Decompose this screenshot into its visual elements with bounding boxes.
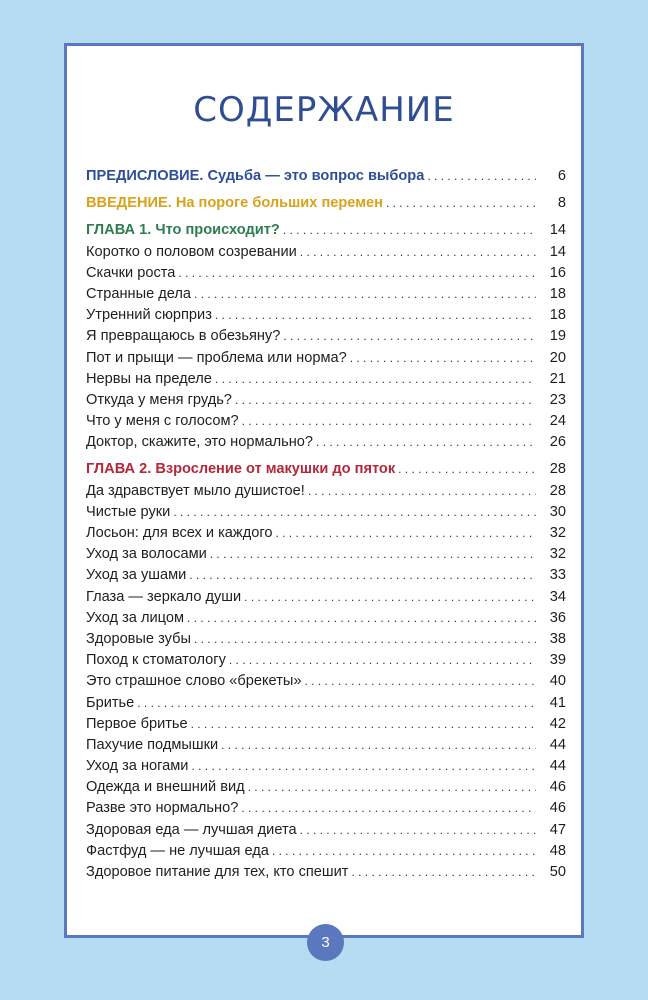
toc-entry-page: 38 — [549, 630, 566, 647]
toc-entry-page: 14 — [549, 243, 566, 260]
toc-entry-label: Чистые руки — [86, 503, 171, 520]
toc-section-heading — [86, 193, 566, 214]
toc-entry — [86, 629, 566, 650]
toc-entry — [86, 777, 566, 798]
toc-entry — [86, 305, 566, 326]
toc-entry-label: Утренний сюрприз — [86, 307, 212, 324]
toc-entry-page: 33 — [549, 567, 566, 584]
page-number-badge: 3 — [307, 924, 344, 961]
toc-entry — [86, 242, 566, 263]
toc-entry — [86, 502, 566, 523]
toc-entry-page: 47 — [549, 821, 566, 838]
toc-entry — [86, 798, 566, 819]
dot-leader — [215, 369, 536, 390]
toc-entry-page: 41 — [549, 694, 566, 711]
dot-leader — [187, 608, 536, 629]
dot-leader — [351, 862, 536, 883]
toc-entry — [86, 411, 566, 432]
toc-entry-label: ГЛАВА 1. Что происходит? — [86, 222, 280, 239]
toc-entry-page: 26 — [549, 434, 566, 451]
toc-entry — [86, 608, 566, 629]
toc-entry-page: 48 — [549, 842, 566, 859]
toc-entry-label: Поход к стоматологу — [86, 652, 226, 669]
toc-entry — [86, 862, 566, 883]
toc-entry-label: Уход за ушами — [86, 567, 187, 584]
toc-entry-page: 40 — [549, 673, 566, 690]
toc-entry — [86, 326, 566, 347]
toc-entry-label: Коротко о половом созревании — [86, 243, 297, 260]
toc-entry-page: 23 — [549, 391, 566, 408]
dot-leader — [235, 390, 536, 411]
toc-entry-label: Здоровое питание для тех, кто спешит — [86, 864, 349, 880]
toc-entry — [86, 820, 566, 841]
toc-entry-page: 44 — [549, 736, 566, 753]
toc-entry-label: ВВЕДЕНИЕ. На пороге больших перемен — [86, 195, 383, 212]
toc-entry-page: 6 — [557, 168, 566, 184]
toc-entry — [86, 693, 566, 714]
toc-entry-page: 36 — [549, 609, 566, 626]
toc-entry-page: 18 — [549, 285, 566, 302]
toc-entry-page: 30 — [549, 503, 566, 520]
toc-entry-label: Бритье — [86, 694, 135, 711]
toc-entry-label: Странные дела — [86, 285, 192, 302]
toc-entry — [86, 756, 566, 777]
toc-entry-page: 8 — [557, 195, 566, 212]
toc-entry-page: 14 — [549, 222, 566, 239]
toc-entry-label: Лосьон: для всех и каждого — [86, 525, 273, 541]
toc-entry-label: Скачки роста — [86, 264, 176, 281]
toc-entry-label: Уход за ногами — [86, 758, 189, 775]
toc-entry — [86, 587, 566, 608]
toc-entry-label: Я превращаюсь в обезьяну? — [86, 328, 281, 345]
toc-entry-page: 19 — [549, 328, 566, 345]
dot-leader — [398, 459, 536, 480]
toc-entry-label: Разве это нормально? — [86, 800, 239, 817]
dot-leader — [272, 841, 536, 862]
toc-entry-page: 18 — [549, 307, 566, 324]
toc-entry-label: Одежда и внешний вид — [86, 779, 245, 796]
dot-leader — [350, 348, 536, 369]
dot-leader — [283, 220, 536, 241]
dot-leader — [173, 502, 536, 523]
dot-leader — [215, 305, 536, 326]
toc-entry-label: Здоровые зубы — [86, 630, 191, 647]
toc-entry — [86, 671, 566, 692]
toc-entry — [86, 432, 566, 453]
toc-entry — [86, 544, 566, 565]
toc-entry-label: ПРЕДИСЛОВИЕ. Судьба — это вопрос выбора — [86, 168, 425, 184]
toc-entry-page: 34 — [549, 588, 566, 605]
dot-leader — [194, 629, 536, 650]
dot-leader — [241, 798, 536, 819]
toc-entry-page: 39 — [549, 652, 566, 669]
toc-entry-label: Фастфуд — не лучшая еда — [86, 842, 269, 859]
toc-entry — [86, 481, 566, 502]
toc-entry-page: 28 — [549, 461, 566, 478]
toc-entry-page: 44 — [549, 758, 566, 775]
toc-entry-page: 42 — [549, 715, 566, 732]
dot-leader — [244, 587, 536, 608]
toc-section-heading — [86, 459, 566, 480]
toc-section-heading — [86, 166, 566, 187]
dot-leader — [194, 284, 536, 305]
toc-entry-label: Откуда у меня грудь? — [86, 391, 232, 408]
toc-entry-label: Пот и прыщи — проблема или норма? — [86, 349, 347, 366]
toc-entry-page: 32 — [549, 525, 566, 541]
toc-entry-page: 21 — [549, 370, 566, 387]
toc-entry-page: 46 — [549, 800, 566, 817]
toc-entry — [86, 523, 566, 544]
dot-leader — [248, 777, 536, 798]
dot-leader — [189, 565, 536, 586]
toc-entry — [86, 284, 566, 305]
toc-entry — [86, 348, 566, 369]
dot-leader — [300, 242, 536, 263]
toc-entry-label: Да здравствует мыло душистое! — [86, 482, 305, 499]
dot-leader — [178, 263, 536, 284]
toc-entry-label: Глаза — зеркало души — [86, 588, 242, 605]
toc-entry-label: Что у меня с голосом? — [86, 413, 239, 430]
toc-entry-page: 24 — [549, 413, 566, 430]
dot-leader — [304, 671, 536, 692]
toc-entry-label: Это страшное слово «брекеты» — [86, 673, 302, 690]
toc-entry — [86, 263, 566, 284]
toc-entry — [86, 369, 566, 390]
table-of-contents — [86, 166, 566, 883]
toc-entry-page: 50 — [549, 864, 566, 880]
dot-leader — [137, 693, 536, 714]
dot-leader — [221, 735, 536, 756]
toc-entry — [86, 650, 566, 671]
toc-entry-page: 46 — [549, 779, 566, 796]
dot-leader — [386, 193, 536, 214]
toc-entry-label: ГЛАВА 2. Взросление от макушки до пяток — [86, 461, 396, 478]
toc-entry-label: Здоровая еда — лучшая диета — [86, 821, 297, 838]
dot-leader — [191, 756, 536, 777]
dot-leader — [283, 326, 536, 347]
toc-entry-label: Доктор, скажите, это нормально? — [86, 434, 314, 451]
dot-leader — [191, 714, 536, 735]
toc-entry-page: 16 — [549, 264, 566, 281]
toc-entry-label: Нервы на пределе — [86, 370, 212, 387]
dot-leader — [275, 523, 536, 544]
toc-entry — [86, 841, 566, 862]
toc-entry — [86, 565, 566, 586]
dot-leader — [242, 411, 536, 432]
toc-entry-page: 32 — [549, 546, 566, 563]
dot-leader — [300, 820, 536, 841]
toc-entry — [86, 735, 566, 756]
dot-leader — [427, 166, 536, 187]
dot-leader — [229, 650, 536, 671]
dot-leader — [316, 432, 536, 453]
page-title: СОДЕРЖАНИЕ — [193, 90, 455, 130]
dot-leader — [210, 544, 536, 565]
toc-entry-label: Первое бритье — [86, 715, 188, 732]
toc-entry-label: Уход за волосами — [86, 546, 207, 563]
toc-entry-page: 28 — [549, 482, 566, 499]
toc-entry-label: Пахучие подмышки — [86, 736, 219, 753]
toc-section-heading — [86, 220, 566, 241]
dot-leader — [308, 481, 536, 502]
toc-entry — [86, 390, 566, 411]
toc-entry-page: 20 — [549, 349, 566, 366]
toc-entry-label: Уход за лицом — [86, 609, 184, 626]
toc-entry — [86, 714, 566, 735]
